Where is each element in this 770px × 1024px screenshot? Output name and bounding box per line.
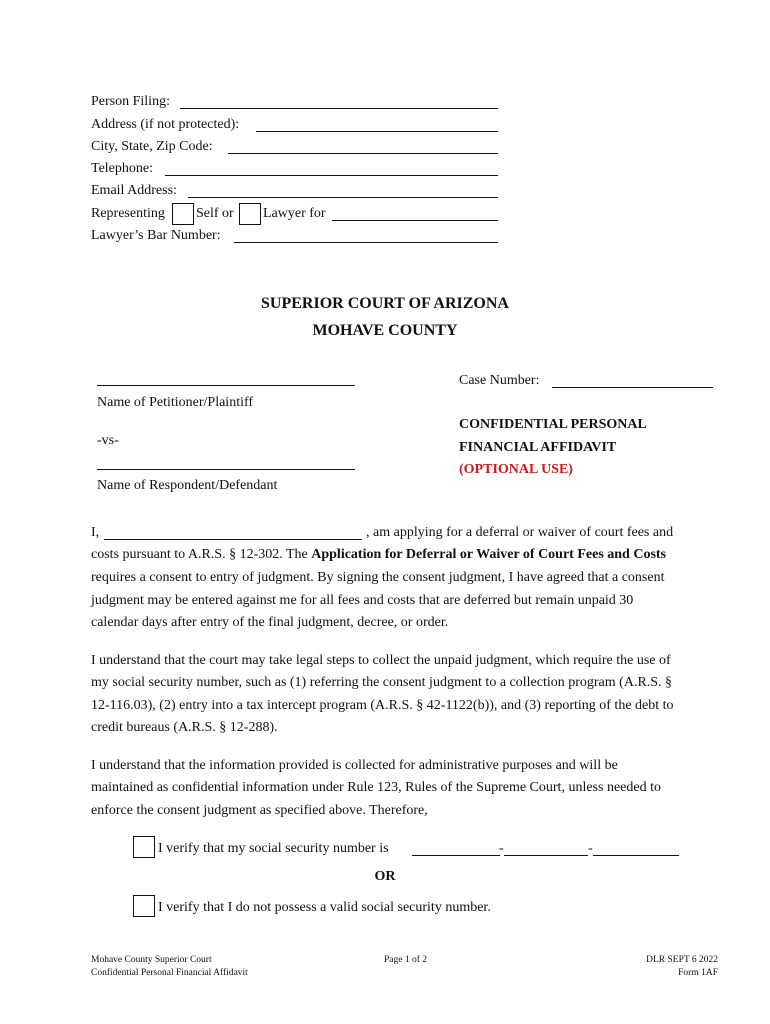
applicant-name-field[interactable]: [104, 539, 362, 540]
person-filing-label: Person Filing:: [91, 94, 170, 109]
city-state-zip-field[interactable]: [228, 153, 498, 154]
footer-revision-date: DLR SEPT 6 2022: [646, 955, 718, 965]
respondent-label: Name of Respondent/Defendant: [97, 478, 278, 493]
county-title: MOHAVE COUNTY: [312, 322, 458, 339]
application-title: Application for Deferral or Waiver of Court Fees and Costs: [311, 547, 667, 562]
respondent-field[interactable]: [97, 469, 355, 470]
email-label: Email Address:: [91, 183, 177, 198]
telephone-field[interactable]: [165, 175, 498, 176]
address-field[interactable]: [256, 131, 498, 132]
paragraph2-line3: 12-116.03), (2) entry into a tax intercept program (A.R.S. § 42-1122(b)), and (3) reporting of the debt to: [91, 698, 674, 713]
telephone-label: Telephone:: [91, 161, 153, 176]
ssn-part1-field[interactable]: [412, 855, 500, 856]
paragraph1-line4: judgment may be entered against me for all fees and costs that are deferred but remain unpaid 30: [91, 593, 634, 608]
paragraph2-line4: credit bureaus (A.R.S. § 12-288).: [91, 720, 278, 735]
bar-number-label: Lawyer’s Bar Number:: [91, 228, 221, 243]
no-ssn-checkbox[interactable]: [133, 895, 155, 917]
vs-label: -vs-: [97, 433, 119, 448]
address-label: Address (if not protected):: [91, 117, 240, 132]
self-checkbox[interactable]: [172, 203, 194, 225]
case-number-label: Case Number:: [459, 373, 540, 388]
paragraph1-line2-text: costs pursuant to A.R.S. § 12-302. The: [91, 547, 312, 562]
paragraph1-line3: requires a consent to entry of judgment. By signing the consent judgment, I have agreed that a consent: [91, 570, 665, 585]
document-title-line1: CONFIDENTIAL PERSONAL: [459, 417, 647, 432]
court-title: SUPERIOR COURT OF ARIZONA: [261, 295, 509, 312]
paragraph3-line1: I understand that the information provided is collected for administrative purposes and will be: [91, 758, 618, 773]
ssn-part2-field[interactable]: [504, 855, 588, 856]
representing-label: Representing: [91, 206, 165, 221]
footer-form-name: Confidential Personal Financial Affidavit: [91, 968, 248, 978]
paragraph1-line1: , am applying for a deferral or waiver of court fees and: [366, 525, 674, 540]
footer-page-number: Page 1 of 2: [384, 955, 428, 965]
footer-form-number: Form 1AF: [678, 968, 718, 978]
paragraph2-line2: my social security number, such as (1) referring the consent judgment to a collection program (A.R.S. §: [91, 675, 673, 690]
bar-number-field[interactable]: [234, 242, 498, 243]
paragraph3-line2: maintained as confidential information under Rule 123, Rules of the Supreme Court, unless needed to: [91, 780, 661, 795]
lawyer-checkbox[interactable]: [239, 203, 261, 225]
petitioner-field[interactable]: [97, 385, 355, 386]
document-title-line2: FINANCIAL AFFIDAVIT: [459, 440, 617, 455]
email-field[interactable]: [188, 197, 498, 198]
paragraph2-line1: I understand that the court may take legal steps to collect the unpaid judgment, which require the use of: [91, 653, 671, 668]
self-or-label: Self or: [196, 206, 234, 221]
person-filing-field[interactable]: [180, 108, 498, 109]
lawyer-for-field[interactable]: [332, 220, 498, 221]
footer-court: Mohave County Superior Court: [91, 955, 212, 965]
ssn-dash-2: -: [588, 841, 593, 856]
verify-ssn-checkbox[interactable]: [133, 836, 155, 858]
optional-use-label: (OPTIONAL USE): [459, 462, 573, 477]
no-ssn-label: I verify that I do not possess a valid social security number.: [158, 900, 491, 915]
ssn-dash-1: -: [499, 841, 504, 856]
paragraph3-line3: enforce the consent judgment as specified above. Therefore,: [91, 803, 428, 818]
petitioner-label: Name of Petitioner/Plaintiff: [97, 395, 254, 410]
or-separator: OR: [374, 869, 396, 884]
paragraph1-line2: [91, 547, 666, 563]
paragraph1-line5: calendar days after entry of the final judgment, decree, or order.: [91, 615, 449, 630]
ssn-part3-field[interactable]: [593, 855, 679, 856]
verify-ssn-label: I verify that my social security number is: [158, 841, 389, 856]
paragraph1-i: I,: [91, 525, 100, 540]
case-number-field[interactable]: [552, 387, 713, 388]
city-state-zip-label: City, State, Zip Code:: [91, 139, 213, 154]
lawyer-for-label: Lawyer for: [263, 206, 326, 221]
